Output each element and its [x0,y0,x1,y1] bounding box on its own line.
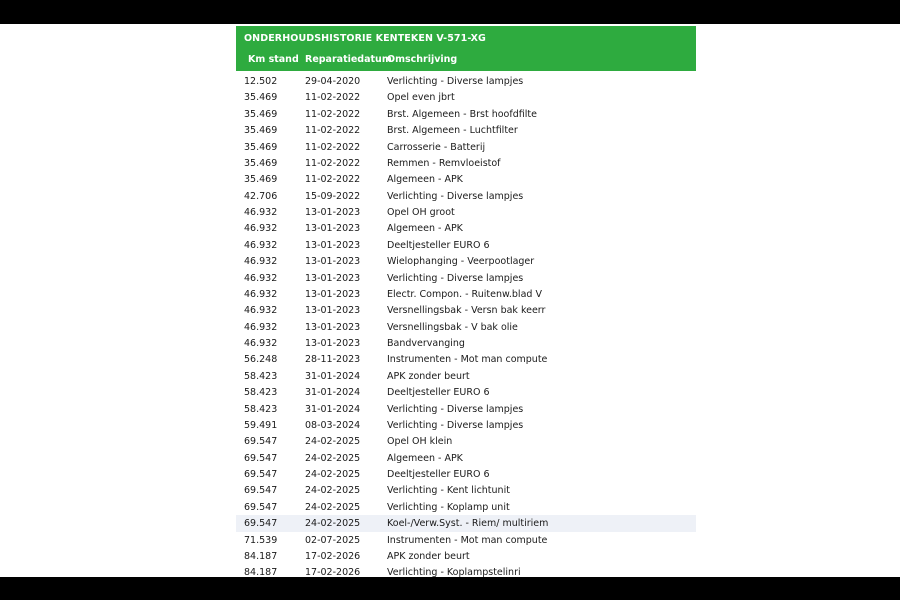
km-cell: 71.539 [244,534,278,546]
date-cell: 17-02-2026 [305,567,361,577]
date-cell: 24-02-2025 [305,436,361,448]
description-cell: Opel OH klein [387,436,453,448]
km-cell: 58.423 [244,387,278,399]
table-row [236,401,696,417]
description-cell: Algemeen - APK [387,452,463,464]
km-cell: 46.932 [244,272,278,284]
date-cell: 13-01-2023 [305,239,361,251]
description-cell: Brst. Algemeen - Brst hoofdfilte [387,108,537,120]
description-cell: Wielophanging - Veerpootlager [387,256,535,268]
table-row [236,532,696,548]
description-cell: APK zonder beurt [387,550,470,562]
date-cell: 13-01-2023 [305,338,361,349]
table-row [236,106,696,122]
km-cell: 46.932 [244,239,278,251]
date-cell: 13-01-2023 [305,256,361,268]
description-cell: Versnellingsbak - Versn bak keerr [387,305,546,317]
km-cell: 46.932 [244,321,278,333]
table-body [236,73,696,577]
date-cell: 11-02-2022 [305,174,361,186]
km-cell: 35.469 [244,141,278,153]
table-row [236,466,696,482]
date-cell: 13-01-2023 [305,223,361,235]
date-cell: 29-04-2020 [305,76,361,87]
table-title: ONDERHOUDSHISTORIE KENTEKEN V-571-XG [244,33,486,44]
table-row [236,515,696,531]
date-cell: 24-02-2025 [305,469,361,480]
table-row [236,139,696,155]
date-cell: 13-01-2023 [305,272,361,284]
date-cell: 28-11-2023 [305,354,361,366]
description-cell: Electr. Compon. - Ruitenw.blad V [387,288,542,300]
description-cell: Instrumenten - Mot man compute [387,354,548,366]
description-cell: APK zonder beurt [387,370,470,382]
km-cell: 46.932 [244,207,278,218]
table-row [236,319,696,335]
table-row [236,270,696,286]
table-row [236,237,696,253]
km-cell: 56.248 [244,354,278,366]
date-cell: 13-01-2023 [305,288,361,300]
description-cell: Brst. Algemeen - Luchtfilter [387,125,518,137]
description-cell: Algemeen - APK [387,174,463,186]
column-headers [236,54,696,68]
description-cell: Verlichting - Diverse lampjes [387,190,524,202]
table-row [236,286,696,302]
table-row [236,335,696,351]
km-cell: 46.932 [244,288,278,300]
description-cell: Verlichting - Kent lichtunit [387,485,510,497]
km-cell: 84.187 [244,550,278,562]
table-row [236,302,696,318]
date-cell: 11-02-2022 [305,108,361,120]
date-cell: 17-02-2026 [305,550,361,562]
table-row [236,73,696,89]
table-row [236,122,696,138]
date-cell: 13-01-2023 [305,321,361,333]
km-cell: 35.469 [244,174,278,186]
km-cell: 69.547 [244,501,278,513]
date-cell: 31-01-2024 [305,387,361,399]
km-cell: 35.469 [244,108,278,120]
table-row [236,548,696,564]
description-cell: Versnellingsbak - V bak olie [387,321,518,333]
km-cell: 69.547 [244,469,278,480]
table-row [236,433,696,449]
description-cell: Instrumenten - Mot man compute [387,534,548,546]
km-cell: 35.469 [244,125,278,137]
km-cell: 69.547 [244,436,278,448]
table-row [236,171,696,187]
km-cell: 58.423 [244,370,278,382]
date-cell: 13-01-2023 [305,207,361,218]
table-row [236,89,696,105]
description-cell: Verlichting - Diverse lampjes [387,419,524,431]
date-cell: 11-02-2022 [305,141,361,153]
column-header-date: Reparatiedatum [305,54,392,65]
table-row [236,384,696,400]
table-row [236,450,696,466]
description-cell: Verlichting - Koplampstelinri [387,567,521,577]
km-cell: 69.547 [244,518,278,530]
date-cell: 13-01-2023 [305,305,361,317]
description-cell: Verlichting - Koplamp unit [387,501,510,513]
table-header [236,26,696,71]
km-cell: 35.469 [244,157,278,169]
table-row [236,188,696,204]
description-cell: Koel-/Verw.Syst. - Riem/ multiriem [387,518,549,530]
page-viewport [0,24,900,577]
table-row [236,417,696,433]
maintenance-history-table [236,26,696,577]
date-cell: 31-01-2024 [305,403,361,415]
description-cell: Opel even jbrt [387,92,455,104]
date-cell: 02-07-2025 [305,534,361,546]
description-cell: Deeltjesteller EURO 6 [387,239,490,251]
description-cell: Deeltjesteller EURO 6 [387,469,490,480]
date-cell: 08-03-2024 [305,419,361,431]
description-cell: Opel OH groot [387,207,455,218]
km-cell: 69.547 [244,452,278,464]
description-cell: Carrosserie - Batterij [387,141,486,153]
date-cell: 24-02-2025 [305,501,361,513]
date-cell: 24-02-2025 [305,518,361,530]
km-cell: 69.547 [244,485,278,497]
table-row [236,155,696,171]
date-cell: 15-09-2022 [305,190,361,202]
description-cell: Algemeen - APK [387,223,463,235]
km-cell: 84.187 [244,567,278,577]
date-cell: 11-02-2022 [305,157,361,169]
table-row [236,564,696,577]
date-cell: 24-02-2025 [305,452,361,464]
km-cell: 35.469 [244,92,278,104]
table-row [236,204,696,220]
table-row [236,499,696,515]
date-cell: 11-02-2022 [305,92,361,104]
table-row [236,482,696,498]
date-cell: 11-02-2022 [305,125,361,137]
description-cell: Remmen - Remvloeistof [387,157,501,169]
km-cell: 46.932 [244,256,278,268]
table-row [236,253,696,269]
table-row [236,368,696,384]
column-header-description: Omschrijving [387,54,458,65]
column-header-km: Km stand [248,54,299,65]
description-cell: Verlichting - Diverse lampjes [387,272,524,284]
date-cell: 31-01-2024 [305,370,361,382]
table-row [236,351,696,367]
km-cell: 59.491 [244,419,278,431]
description-cell: Verlichting - Diverse lampjes [387,403,524,415]
table-row [236,220,696,236]
km-cell: 58.423 [244,403,278,415]
description-cell: Deeltjesteller EURO 6 [387,387,490,399]
km-cell: 46.932 [244,305,278,317]
description-cell: Bandvervanging [387,338,465,349]
date-cell: 24-02-2025 [305,485,361,497]
km-cell: 46.932 [244,223,278,235]
km-cell: 46.932 [244,338,278,349]
description-cell: Verlichting - Diverse lampjes [387,76,524,87]
km-cell: 12.502 [244,76,278,87]
km-cell: 42.706 [244,190,278,202]
